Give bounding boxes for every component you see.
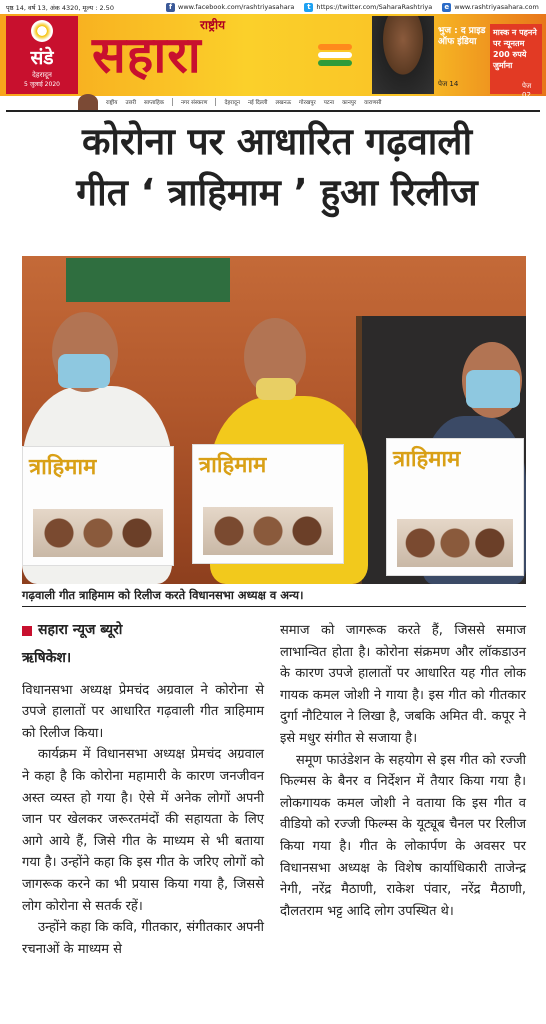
poster-left [22,446,174,566]
nav-item[interactable]: साप्ताहिक [144,100,164,106]
issue-meta: पृष्ठ 14, वर्ष 13, अंक 4320, मूल्य : 2.50 [6,3,114,12]
nav-item[interactable]: वाराणसी [364,100,382,106]
edition-city: देहरादून [32,71,52,79]
nav-item[interactable]: उत्तरी [125,100,137,106]
sahara-emblem-icon [31,20,53,42]
tricolor-stripes [318,44,352,66]
sunday-logo [6,16,78,94]
caption-rule [22,606,526,607]
masthead-rule [6,110,540,112]
section-nav [0,96,546,108]
twitter-url: https://twitter.com/SaharaRashtriya [316,3,433,11]
nav-item[interactable]: लखनऊ [275,100,292,106]
poster-right [386,438,524,576]
headline-line-2: गीत ‘ त्राहिमाम ’ हुआ रिलीज [76,171,478,214]
headline-line-1: कोरोना पर आधारित गढ़वाली [81,120,473,163]
nav-divider [172,98,173,106]
nav-item[interactable]: देहरादून [224,100,240,106]
nav-item[interactable]: कानपुर [342,100,357,106]
edition-date: 5 जुलाई 2020 [24,81,60,88]
website-url: www.rashtriyasahara.com [454,3,539,11]
logo-label: संडे [30,47,54,69]
photo-caption: गढ़वाली गीत त्राहिमाम को रिलीज करते विधानसभा अध्यक्ष व अन्य। [22,588,304,602]
facebook-url: www.facebook.com/rashtriyasahara [178,3,295,11]
paragraph: विधानसभा अध्यक्ष प्रेमचंद अग्रवाल ने कोरोना से उपजे हालातों पर आधारित गढ़वाली गीत त्राहिमाम को रिलीज किया। [22,682,264,741]
top-info-bar [0,0,546,14]
paragraph: उन्होंने कहा कि कवि, गीतकार, संगीतकार अपनी रचनाओं के माध्यम से [22,920,264,957]
nav-item[interactable]: नई दिल्ली [247,100,268,106]
article-column-left [22,620,264,960]
promo-teaser-mask: मास्क न पहनने पर न्यूनतम 200 रुपये जुर्माना [490,24,542,94]
columnist-photo [78,94,98,110]
poster-kids-image [203,507,333,555]
paragraph: समूण फाउंडेशन के सहयोग से इस गीत को रज्जी फिल्मस के बैनर व निर्देशन में तैयार किया गया है। लोकगायक कमल जोशी ने वताया कि इस गीत व वीडियो को रज्जी फिल्म्स के यूट्यूब चैनल पर रिलीज किया गया है। गीत के लोकार्पण के अवसर पर विधानसभा अध्यक्ष के विशेष कार्याधिकारी ताजेन्द्र नेगी, नरेंद्र मैठाणी, राकेश पंवार, नरेंद्र मैठाणी, दौलतराम भट्ट आदि लोग उपस्थित थे। [280,752,526,919]
poster-kids-image [33,509,163,557]
promo-teaser-film: भुज : द प्राइड ऑफ इंडिया [438,26,486,47]
byline-marker [22,626,32,636]
nav-item[interactable]: राष्ट्रीय [106,100,118,106]
poster-title: त्राहिमाम [29,454,97,480]
promo-mask-page: पेज 02 [522,82,532,99]
promo-photo [372,16,434,94]
byline-text: सहारा न्यूज ब्यूरो [38,622,123,639]
nav-divider [215,98,216,106]
poster-title: त्राहिमाम [199,452,267,478]
web-icon: e [442,3,451,12]
poster-title: त्राहिमाम [393,446,461,472]
article-column-right [280,620,526,922]
twitter-link[interactable] [304,3,432,12]
dateline-place: ऋषिकेश। [22,650,72,666]
face-mask [256,378,296,400]
twitter-icon: t [304,3,313,12]
nav-item[interactable]: पटना [323,100,335,106]
promo-teaser-page: पेज 14 [438,80,459,88]
article-headline [22,116,532,218]
poster-kids-image [397,519,513,567]
facebook-link[interactable] [166,3,294,12]
newspaper-title: सहारा [92,25,202,84]
masthead [0,14,546,99]
paragraph: कार्यक्रम में विधानसभा अध्यक्ष प्रेमचंद अग्रवाल ने कहा है कि कोरोना महामारी के कारण जनजीवन अस्त व्यस्त हो गया है। ऐसे में अनेक लोगों अपनी जान पर खेलकर जरूरतमंदों की सहायता के लिए आगे आये हैं, जिसे गीत के माध्यम से भी बताया गया है। उन्होंने कहा कि इस गीत के जरिए लोगों को जागरूक करने का भी प्रयास किया गया है, जिससे लोग कोरोना से सतर्क रहें। [22,747,264,914]
article-photo [22,256,526,584]
nav-item[interactable]: नगर संस्करण [180,100,208,106]
poster-middle [192,444,344,564]
newspaper-title-small: राष्ट्रीय [200,18,226,32]
photo-banner [66,258,230,302]
byline [22,620,264,642]
masthead-promos [372,16,540,99]
nav-item[interactable]: गोरखपुर [299,100,316,106]
website-link[interactable] [442,3,539,12]
face-mask [466,370,520,408]
paragraph: समाज को जागरूक करते हैं, जिससे समाज लाभान्वित होता है। कोरोना संक्रमण और लॉकडाउन के कारण उपजे हालातों पर आधारित यह गीत लोक गायक कमल जोशी ने गाया है। इस गीत को गीतकार दुर्गा नौटियाल ने लिखा है, जबकि अमित वी. कपूर ने इसे मधुर संगीत से सजाया है। [280,623,526,746]
facebook-icon: f [166,3,175,12]
face-mask [58,354,110,388]
